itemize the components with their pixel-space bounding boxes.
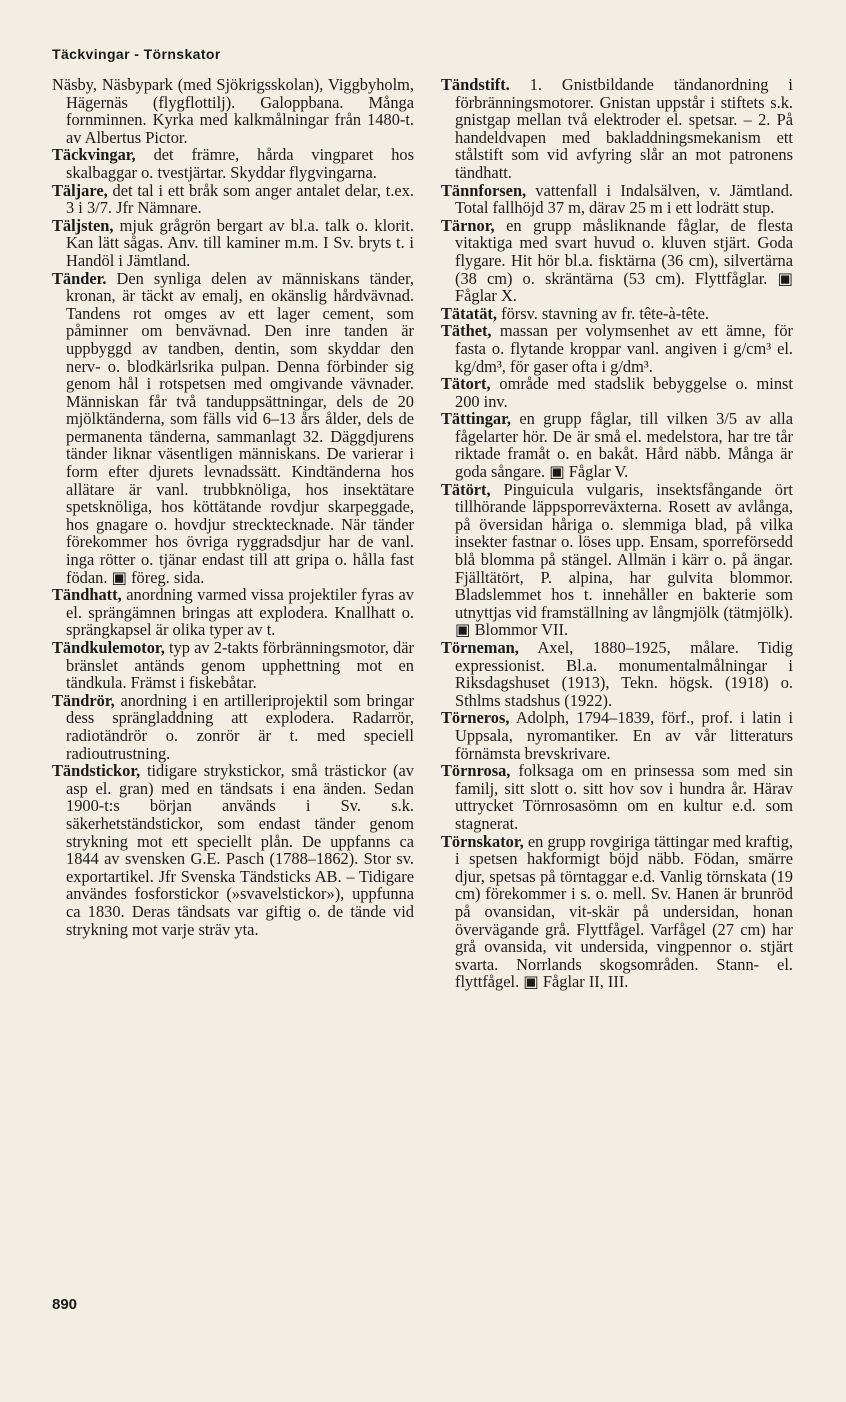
entry-headword: Törneman, xyxy=(441,638,519,657)
dictionary-entry xyxy=(52,692,414,762)
entry-body: folksaga om en prinsessa som med sin familj, sitt slott o. sitt hov sov i hundra år. Härav uttrycket Törnrosasömn om en kultur e.d. som stagnerat. xyxy=(455,761,793,833)
entry-body: det främre, hårda vingparet hos skalbaggar o. tvestjärtar. Skyddar flygvingarna. xyxy=(66,145,414,182)
entry-body: område med stadslik bebyggelse o. minst 200 inv. xyxy=(455,374,793,411)
entry-headword: Täthet, xyxy=(441,321,492,341)
dictionary-entry xyxy=(52,76,414,146)
entry-body: Den synliga delen av människans tänder, kronan, är täckt av emalj, en okänslig hårdvävnad. Tandens rot omges av ett lager cement, som påminner om benvävnad. Den inre tanden är uppbyggd av tandben, dentin, som skyddar den nerv- o. blodkärlsrika pulpan. Denna förbinder sig genom hål i rotspetsen med omgivande vävnader. Människan får två tanduppsättningar, dels de 20 mjölktänderna, som fälls vid 6–13 års ålder, dels de permanenta tänderna, sammanlagt 32. Däggdjurens tänder liknar väsentligen människans. De varierar i form efter djurets levnadssätt. Kindtänderna hos allätare är vanl. trubbknöliga, hos insektätare spetsknöliga, hos köttätande rovdjur skarpeggade, hos gnagare o. hovdjur strecktecknade. När tänder förekommer hos övriga ryggradsdjur har de vanl. inga rötter o. tjänar endast till att gripa o. hålla fast födan. ▣ föreg. sida. xyxy=(66,268,414,587)
entry-body: mjuk grågrön bergart av bl.a. talk o. klorit. Kan lätt sågas. Anv. till kaminer m.m. I Sv. bryts t. i Handöl i Jämtland. xyxy=(66,215,414,270)
left-column xyxy=(52,76,414,938)
entry-headword: Täljsten, xyxy=(52,215,114,235)
entry-headword: Tärnor, xyxy=(441,215,495,235)
entry-headword: Tändstift. xyxy=(441,75,510,94)
running-head: Täckvingar - Törnskator xyxy=(52,46,221,62)
dictionary-entry xyxy=(441,182,793,217)
dictionary-entry xyxy=(441,76,793,182)
entry-body: anordning varmed vissa projektiler fyras av el. sprängämnen bringas att explodera. Knallhatt o. sprängkapsel är olika typer av t. xyxy=(66,585,414,640)
entry-body: vattenfall i Indalsälven, v. Jämtland. Total fallhöjd 37 m, därav 25 m i ett lodrätt stup. xyxy=(455,180,793,218)
entry-body: Axel, 1880–1925, målare. Tidig expressionist. Bl.a. monumentalmålningar i Riksdagshuset (1913), Tekn. högsk. (1918) o. Sthlms stadshus (1922). xyxy=(455,638,793,710)
entry-headword: Tändhatt, xyxy=(52,585,122,605)
entry-body: massan per volymsenhet av ett ämne, för fasta o. flytande kroppar vanl. angiven i g/cm³ el. kg/dm³, för gaser ofta i g/dm³. xyxy=(455,321,793,376)
entry-headword: Tätört, xyxy=(441,479,491,499)
entry-headword: Törneros, xyxy=(441,708,510,728)
entry-body: en grupp rovgiriga tättingar med kraftig, i spetsen hakformigt böjd näbb. Födan, smärre djur, spetsas på törntaggar e.d. Vanlig törnskata (19 cm) förekommer i s. o. mell. Sv. Hanen är brunröd på ovansidan, vit-skär på undersidan, honan övervägande grå. Flyttfågel. Varfågel (27 cm) har grå ovansida, vit undersida, vingpennor o. stjärt svarta. Norrlands skogsområden. Stann- el. flyttfågel. ▣ Fåglar II, III. xyxy=(455,831,793,992)
entry-body: det tal i ett bråk som anger antalet delar, t.ex. 3 i 3/7. Jfr Nämnare. xyxy=(66,180,414,218)
dictionary-entry xyxy=(441,305,793,323)
dictionary-entry xyxy=(52,182,414,217)
entry-body: en grupp fåglar, till vilken 3/5 av alla fågelarter hör. De är små el. medelstora, har tre tår riktade framåt o. en bakåt. Hård näbb. Många är goda sångare. ▣ Fåglar V. xyxy=(455,409,793,482)
dictionary-entry xyxy=(52,586,414,639)
dictionary-entry xyxy=(52,146,414,181)
dictionary-entry xyxy=(441,217,793,305)
entry-headword: Tännforsen, xyxy=(441,180,527,200)
entry-headword: Tättingar, xyxy=(441,409,511,429)
entry-body: Adolph, 1794–1839, förf., prof. i latin i Uppsala, nyromantiker. En av vår litteraturs förnämsta brevskrivare. xyxy=(455,708,793,763)
dictionary-entry xyxy=(441,833,793,991)
entry-headword: Täljare, xyxy=(52,180,108,200)
dictionary-entry xyxy=(52,270,414,587)
entry-headword: Tätort, xyxy=(441,374,491,394)
entry-headword: Tändkulemotor, xyxy=(52,638,165,657)
dictionary-entry xyxy=(52,639,414,692)
right-column xyxy=(441,76,793,991)
entry-headword: Tänder. xyxy=(52,268,107,288)
entry-headword: Tändstickor, xyxy=(52,761,141,781)
entry-body: Pinguicula vulgaris, insektsfångande ört tillhörande läppsporreväxterna. Rosett av avlånga, på översidan håriga o. slemmiga blad, på vilka insekter fastnar o. löses upp. Ensam, sporreförsedd blå blomma på stängel. Allmän i kärr o. på ängar. Fjälltätört, P. alpina, har gulvita blommor. Bladslemmet hos t. innehåller en bakterie som utnyttjas vid framställning av långmjölk (tätmjölk). ▣ Blommor VII. xyxy=(455,479,793,640)
entry-body: tidigare strykstickor, små trästickor (av asp el. gran) med en tändsats i ena änden. Sedan 1900-t:s början används i Sv. s.k. säkerhetständstickor, som endast tänder genom strykning mot ett speciellt plån. De uppfanns ca 1844 av svensken G.E. Pasch (1788–1862). Stor sv. exportartikel. Jfr Svenska Tändsticks AB. – Tidigare användes fosforstickor (»svavelstickor»), uppfunna ca 1830. Deras tändsats var giftig o. de tände vid strykning mot varje sträv yta. xyxy=(66,761,414,939)
dictionary-entry xyxy=(441,322,793,375)
dictionary-entry xyxy=(441,639,793,709)
entry-headword: Tätatät, xyxy=(441,303,497,323)
entry-body: försv. stavning av fr. tête-à-tête. xyxy=(501,303,709,323)
entry-headword: Täckvingar, xyxy=(52,145,136,165)
dictionary-entry xyxy=(441,762,793,832)
entry-body: Näsby, Näsbypark (med Sjökrigsskolan), Viggbyholm, Hägernäs (flygflottilj). Galoppbana. Många fornminnen. Kyrka med kalkmålningar från 1480-t. av Albertus Pictor. xyxy=(52,75,414,147)
dictionary-entry xyxy=(52,217,414,270)
dictionary-entry xyxy=(441,481,793,639)
entry-headword: Törnrosa, xyxy=(441,761,511,781)
dictionary-entry xyxy=(441,375,793,410)
page-number: 890 xyxy=(52,1296,78,1313)
entry-headword: Törnskator, xyxy=(441,831,524,851)
dictionary-entry xyxy=(52,762,414,938)
entry-body: typ av 2-takts förbränningsmotor, där bränslet antänds genom upphettning mot en tändkula. Främst i fiskebåtar. xyxy=(66,638,414,693)
dictionary-entry xyxy=(441,410,793,480)
entry-body: en grupp måsliknande fåglar, de flesta vitaktiga med svart huvud o. kluven stjärt. Goda flygare. Hit hör bl.a. fisktärna (36 cm), silvertärna (38 cm) o. skräntärna (53 cm). Flyttfåglar. ▣ Fåglar X. xyxy=(455,215,793,306)
entry-body: anordning i en artilleriprojektil som bringar dess sprängladdning att explodera. Radarrör, radiotändrör o. zonrör är t. med speciell radioutrustning. xyxy=(66,690,414,763)
entry-body: 1. Gnistbildande tändanordning i förbränningsmotorer. Gnistan uppstår i stiftets s.k. gnistgap mellan två elektroder el. spetsar. – 2. På handeldvapen med bakladdningsmekanism ett stålstift som vid avfyring slår an mot patronens tändhatt. xyxy=(455,75,793,182)
dictionary-entry xyxy=(441,709,793,762)
entry-headword: Tändrör, xyxy=(52,690,115,710)
